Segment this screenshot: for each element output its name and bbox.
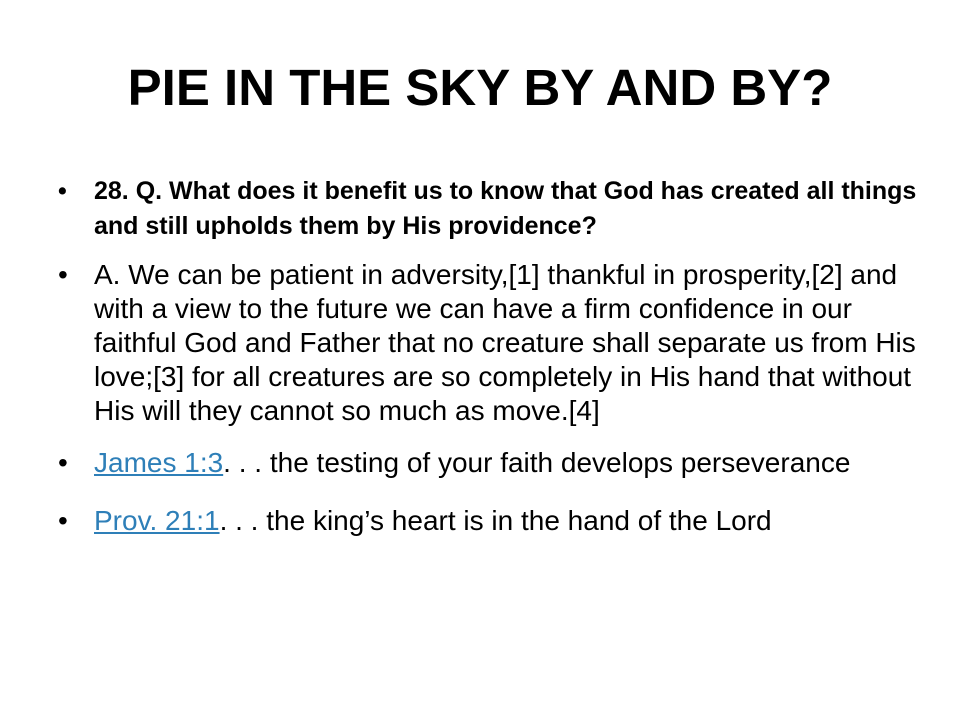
bullet-icon: • — [58, 447, 68, 478]
bullet-icon: • — [58, 259, 68, 290]
bullet-list — [58, 174, 918, 538]
reference-text: . . . the testing of your faith develops perseverance — [223, 447, 851, 478]
bullet-reference-james — [58, 446, 918, 480]
answer-text: A. We can be patient in adversity,[1] thankful in prosperity,[2] and with a view to the future we can have a firm confidence in our faithful God and Father that no creature shall separate us from His love;[3] for all creatures are so completely in His hand that without His will they cannot so much as move.[4] — [94, 259, 916, 426]
bullet-icon: • — [58, 177, 67, 205]
scripture-link-proverbs[interactable]: Prov. 21:1 — [94, 505, 220, 536]
question-text: 28. Q. What does it benefit us to know that God has created all things and still upholds them by His providence? — [94, 177, 917, 240]
reference-text: . . . the king’s heart is in the hand of the Lord — [219, 505, 772, 536]
bullet-answer — [58, 258, 918, 428]
scripture-link-james[interactable]: James 1:3 — [94, 447, 224, 478]
bullet-question — [58, 174, 918, 244]
slide-title: PIE IN THE SKY BY AND BY? — [127, 59, 833, 116]
bullet-icon: • — [58, 505, 68, 536]
bullet-reference-proverbs — [58, 504, 918, 538]
